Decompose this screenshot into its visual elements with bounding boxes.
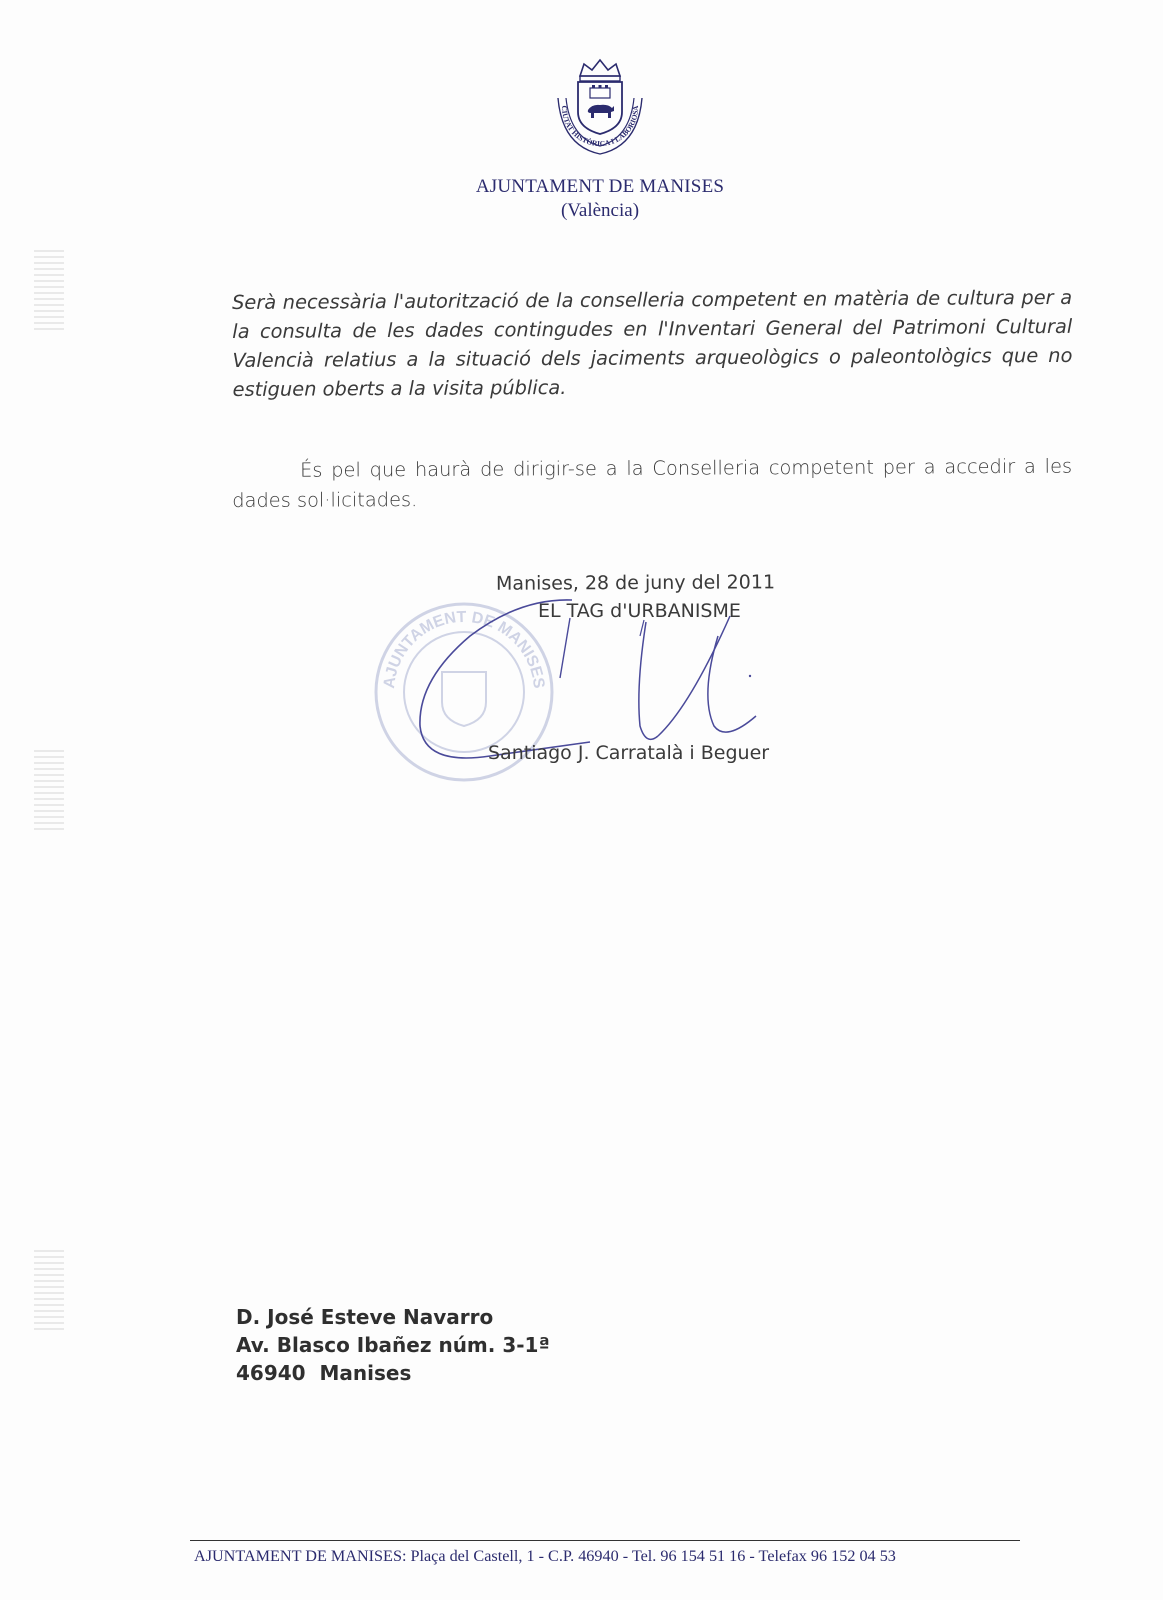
paragraph-line: arqueològics o paleontològics que no estiguen oberts a la visita pública.: [232, 343, 1073, 401]
paragraph-line: accedir a les dades sol·licitades.: [232, 454, 1073, 512]
letterhead-org-name: AJUNTAMENT DE MANISES: [475, 176, 725, 197]
crest-motto: CIUTAT HISTÒRICA I LABORIOSA: [559, 105, 641, 149]
footer-contact-info: AJUNTAMENT DE MANISES: Plaça del Castell, 1 - C.P. 46940 - Tel. 96 154 51 16 - Telefax 96 152 04 53: [194, 1547, 896, 1565]
paragraph-line: És pel que haurà de dirigir-se a la Conselleria competent per a: [300, 455, 936, 482]
paragraph-line: Serà necessària l'autorització de la conselleria competent en matèria de: [232, 286, 941, 314]
municipal-crest-logo: [548, 58, 652, 164]
body-paragraph-1: [232, 283, 1073, 404]
scan-mark: [34, 250, 64, 330]
recipient-street: Av. Blasco Ibañez núm. 3-1ª: [236, 1333, 550, 1357]
signature-date: Manises, 28 de juny del 2011: [495, 571, 776, 595]
signer-role: EL TAG d'URBANISME: [538, 600, 741, 622]
stamp-text: AJUNTAMENT DE MANISES: [380, 608, 548, 690]
signer-name: Santiago J. Carratalà i Beguer: [488, 742, 770, 764]
recipient-address: [236, 1303, 550, 1387]
paragraph-line: del Patrimoni Cultural Valencià relatius a la situació dels jaciments: [232, 314, 1073, 372]
body-paragraph-2: [232, 452, 1072, 516]
recipient-name: D. José Esteve Navarro: [236, 1305, 494, 1329]
recipient-city: 46940 Manises: [236, 1361, 412, 1385]
scan-mark: [34, 1250, 64, 1330]
scan-mark: [34, 750, 64, 830]
paragraph-line: cultura per a la consulta de les dades contingudes en l'Inventari General: [232, 285, 1073, 343]
letterhead-region: (València): [560, 200, 640, 221]
footer-divider: [190, 1540, 1020, 1541]
